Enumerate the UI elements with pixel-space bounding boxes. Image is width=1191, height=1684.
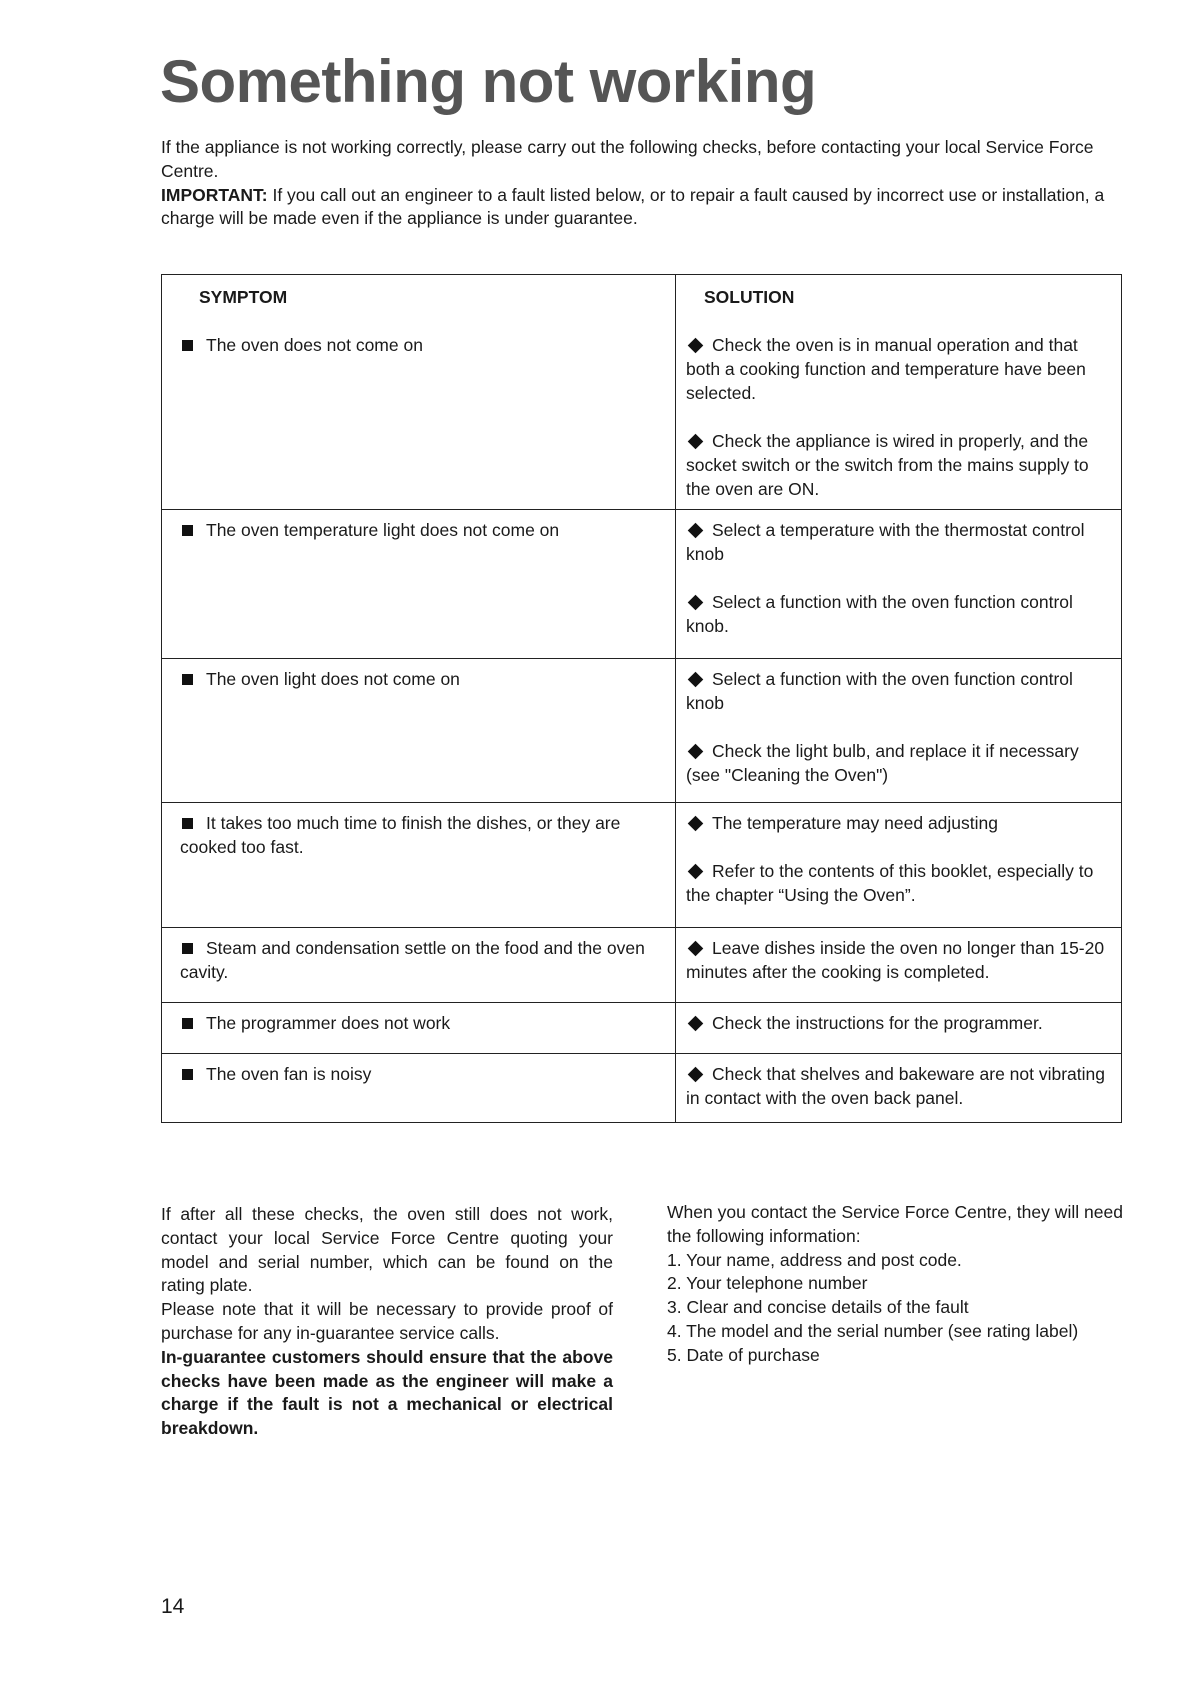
solution-text: Check the oven is in manual operation and that both a cooking function and temperature have been selected.	[686, 335, 1086, 403]
symptom-cell	[162, 1003, 676, 1054]
solution-text: Leave dishes inside the oven no longer than 15-20 minutes after the cooking is completed.	[686, 938, 1105, 982]
intro-text: If the appliance is not working correctly, please carry out the following checks, before contacting your local Service Force Centre.	[161, 137, 1094, 181]
symptom-cell	[162, 325, 676, 510]
solution-cell	[676, 1054, 1122, 1123]
diamond-bullet-icon	[688, 672, 704, 688]
proof-of-purchase-text: Please note that it will be necessary to provide proof of purchase for any in-guarantee service calls.	[161, 1299, 613, 1343]
solution-text: Select a function with the oven function control knob	[686, 669, 1073, 713]
symptom-text: Steam and condensation settle on the food and the oven cavity.	[180, 938, 645, 982]
table-row	[162, 928, 1122, 1003]
list-item: 3. Clear and concise details of the fault	[667, 1297, 969, 1318]
solution-item	[686, 1011, 1107, 1035]
diamond-bullet-icon	[688, 595, 704, 611]
list-item: 5. Date of purchase	[667, 1344, 820, 1365]
after-checks-section	[161, 1203, 613, 1441]
solution-text: Select a temperature with the thermostat control knob	[686, 520, 1085, 564]
contact-info-section	[667, 1201, 1123, 1368]
square-bullet-icon	[182, 1069, 193, 1080]
square-bullet-icon	[182, 943, 193, 954]
solution-item	[686, 667, 1107, 715]
symptom-text: The programmer does not work	[206, 1013, 451, 1033]
diamond-bullet-icon	[688, 1016, 704, 1032]
solution-text: Check the appliance is wired in properly, and the socket switch or the switch from the mains supply to the oven are ON.	[686, 431, 1089, 499]
diamond-bullet-icon	[688, 941, 704, 957]
solution-text: Select a function with the oven function control knob.	[686, 592, 1073, 636]
required-info-list	[667, 1249, 1123, 1368]
page-number: 14	[161, 1595, 185, 1618]
diamond-bullet-icon	[688, 434, 704, 450]
symptom-text: It takes too much time to finish the dishes, or they are cooked too fast.	[180, 813, 621, 857]
solution-item	[686, 739, 1107, 787]
square-bullet-icon	[182, 525, 193, 536]
fault-table	[161, 274, 1122, 1123]
table-row	[162, 325, 1122, 510]
solution-cell	[676, 803, 1122, 928]
solution-cell	[676, 928, 1122, 1003]
list-item: 2. Your telephone number	[667, 1273, 868, 1294]
solution-text: Check the light bulb, and replace it if necessary (see "Cleaning the Oven")	[686, 741, 1079, 785]
symptom-text: The oven temperature light does not come on	[206, 520, 560, 540]
symptom-cell	[162, 510, 676, 659]
table-row	[162, 1003, 1122, 1054]
important-label: IMPORTANT:	[161, 184, 268, 205]
solution-text: Check the instructions for the programmer.	[712, 1013, 1043, 1033]
symptom-text: The oven does not come on	[206, 335, 423, 355]
solution-header: SOLUTION	[676, 275, 1122, 326]
solution-item	[686, 811, 1107, 835]
solution-item	[686, 859, 1107, 907]
table-row	[162, 803, 1122, 928]
table-header-row	[162, 275, 1122, 326]
solution-text: Check that shelves and bakeware are not vibrating in contact with the oven back panel.	[686, 1064, 1106, 1108]
solution-cell	[676, 510, 1122, 659]
after-checks-text: If after all these checks, the oven still does not work, contact your local Service Force Centre quoting your model and serial number, which can be found on the rating plate.	[161, 1204, 613, 1296]
important-text: If you call out an engineer to a fault listed below, or to repair a fault caused by incorrect use or installation, a charge will be made even if the appliance is under guarantee.	[161, 184, 1105, 229]
solution-item	[686, 936, 1107, 984]
diamond-bullet-icon	[688, 744, 704, 760]
symptom-cell	[162, 928, 676, 1003]
symptom-cell	[162, 1054, 676, 1123]
square-bullet-icon	[182, 818, 193, 829]
diamond-bullet-icon	[688, 1067, 704, 1083]
solution-cell	[676, 325, 1122, 510]
solution-item	[686, 518, 1107, 566]
guarantee-warning: In-guarantee customers should ensure that the above checks have been made as the engineer will make a charge if the fault is not a mechanical or electrical breakdown.	[161, 1346, 613, 1439]
symptom-cell	[162, 659, 676, 803]
square-bullet-icon	[182, 340, 193, 351]
solution-item	[686, 590, 1107, 638]
list-item: 1. Your name, address and post code.	[667, 1249, 962, 1270]
solution-item	[686, 333, 1107, 405]
solution-text: Refer to the contents of this booklet, especially to the chapter “Using the Oven”.	[686, 861, 1094, 905]
diamond-bullet-icon	[688, 523, 704, 539]
diamond-bullet-icon	[688, 816, 704, 832]
solution-item	[686, 429, 1107, 501]
list-item: 4. The model and the serial number (see rating label)	[667, 1320, 1079, 1341]
contact-intro: When you contact the Service Force Centre, they will need the following information:	[667, 1202, 1123, 1246]
intro-section	[161, 136, 1123, 231]
square-bullet-icon	[182, 1018, 193, 1029]
diamond-bullet-icon	[688, 864, 704, 880]
square-bullet-icon	[182, 674, 193, 685]
solution-text: The temperature may need adjusting	[712, 813, 998, 833]
table-row	[162, 1054, 1122, 1123]
page-title: Something not working	[160, 48, 817, 115]
diamond-bullet-icon	[688, 338, 704, 354]
symptom-text: The oven light does not come on	[206, 669, 460, 689]
symptom-cell	[162, 803, 676, 928]
solution-cell	[676, 1003, 1122, 1054]
solution-cell	[676, 659, 1122, 803]
symptom-header: SYMPTOM	[162, 275, 676, 326]
important-note	[161, 184, 1123, 232]
table-row	[162, 510, 1122, 659]
table-row	[162, 659, 1122, 803]
symptom-text: The oven fan is noisy	[206, 1064, 372, 1084]
solution-item	[686, 1062, 1107, 1110]
